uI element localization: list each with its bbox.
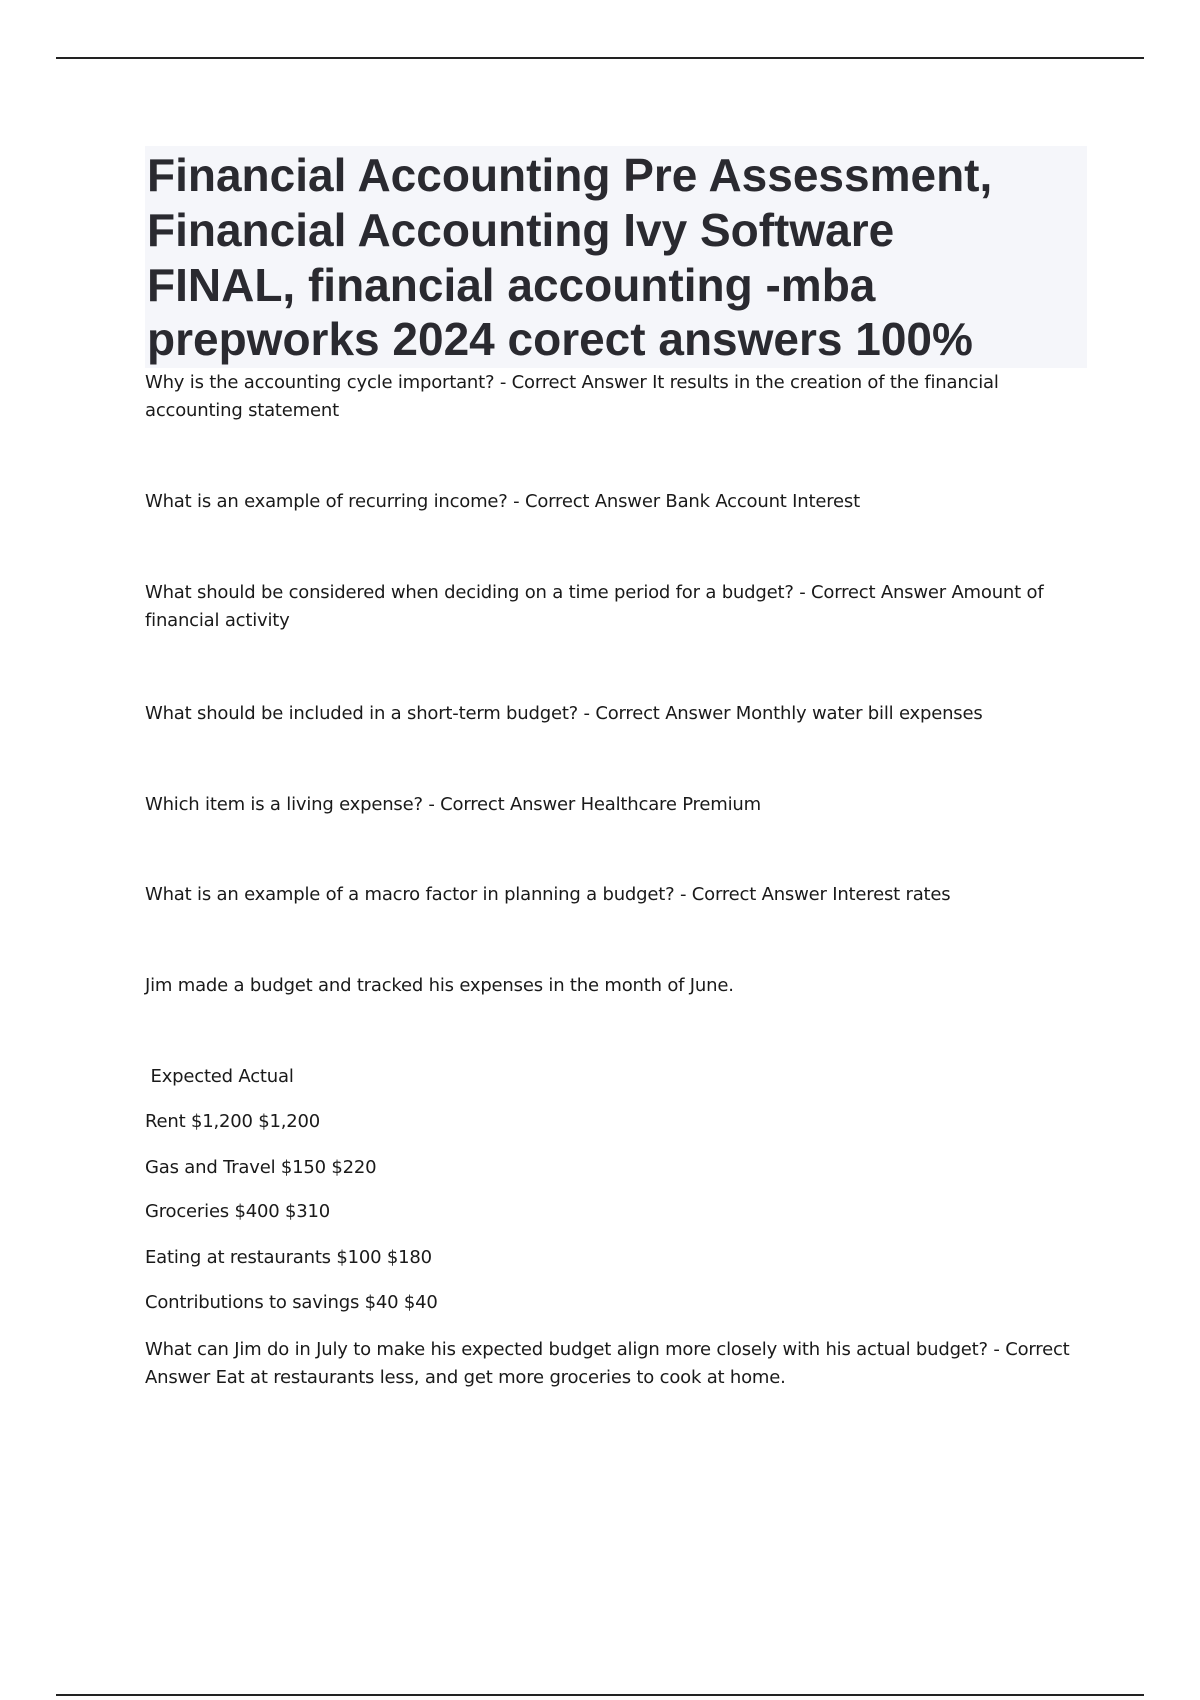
qa-item-1-line-1: Why is the accounting cycle important? - Correct Answer It results in the creation of the financial xyxy=(145,372,999,393)
title-line-1: Financial Accounting Pre Assessment, xyxy=(147,149,993,201)
qa-item-7: Jim made a budget and tracked his expenses in the month of June. xyxy=(145,975,734,996)
document-title xyxy=(145,146,1087,368)
bottom-rule xyxy=(56,1694,1144,1696)
qa-item-5: Which item is a living expense? - Correct Answer Healthcare Premium xyxy=(145,794,761,815)
title-line-3: FINAL, financial accounting -mba xyxy=(147,259,876,311)
final-qa-line-2: Answer Eat at restaurants less, and get more groceries to cook at home. xyxy=(145,1367,786,1388)
qa-item-3-line-1: What should be considered when deciding on a time period for a budget? - Correct Answer Amount of xyxy=(145,582,1044,603)
qa-item-2: What is an example of recurring income? - Correct Answer Bank Account Interest xyxy=(145,491,860,512)
qa-item-1 xyxy=(145,369,1095,425)
qa-item-1-line-2: accounting statement xyxy=(145,400,339,421)
title-line-4: prepworks 2024 corect answers 100% xyxy=(147,313,973,365)
title-line-2: Financial Accounting Ivy Software xyxy=(147,204,895,256)
top-rule xyxy=(56,57,1144,59)
budget-row-gas-travel: Gas and Travel $150 $220 xyxy=(145,1157,377,1178)
budget-row-restaurants: Eating at restaurants $100 $180 xyxy=(145,1247,432,1268)
budget-header: Expected Actual xyxy=(145,1066,294,1087)
qa-item-6: What is an example of a macro factor in planning a budget? - Correct Answer Interest rates xyxy=(145,884,951,905)
qa-item-3-line-2: financial activity xyxy=(145,610,290,631)
qa-item-3 xyxy=(145,579,1095,635)
final-qa-item xyxy=(145,1336,1095,1392)
budget-row-savings: Contributions to savings $40 $40 xyxy=(145,1292,438,1313)
qa-item-4: What should be included in a short-term budget? - Correct Answer Monthly water bill expenses xyxy=(145,703,983,724)
budget-row-groceries: Groceries $400 $310 xyxy=(145,1201,331,1222)
budget-row-rent: Rent $1,200 $1,200 xyxy=(145,1111,321,1132)
final-qa-line-1: What can Jim do in July to make his expected budget align more closely with his actual budget? - Correct xyxy=(145,1339,1070,1360)
